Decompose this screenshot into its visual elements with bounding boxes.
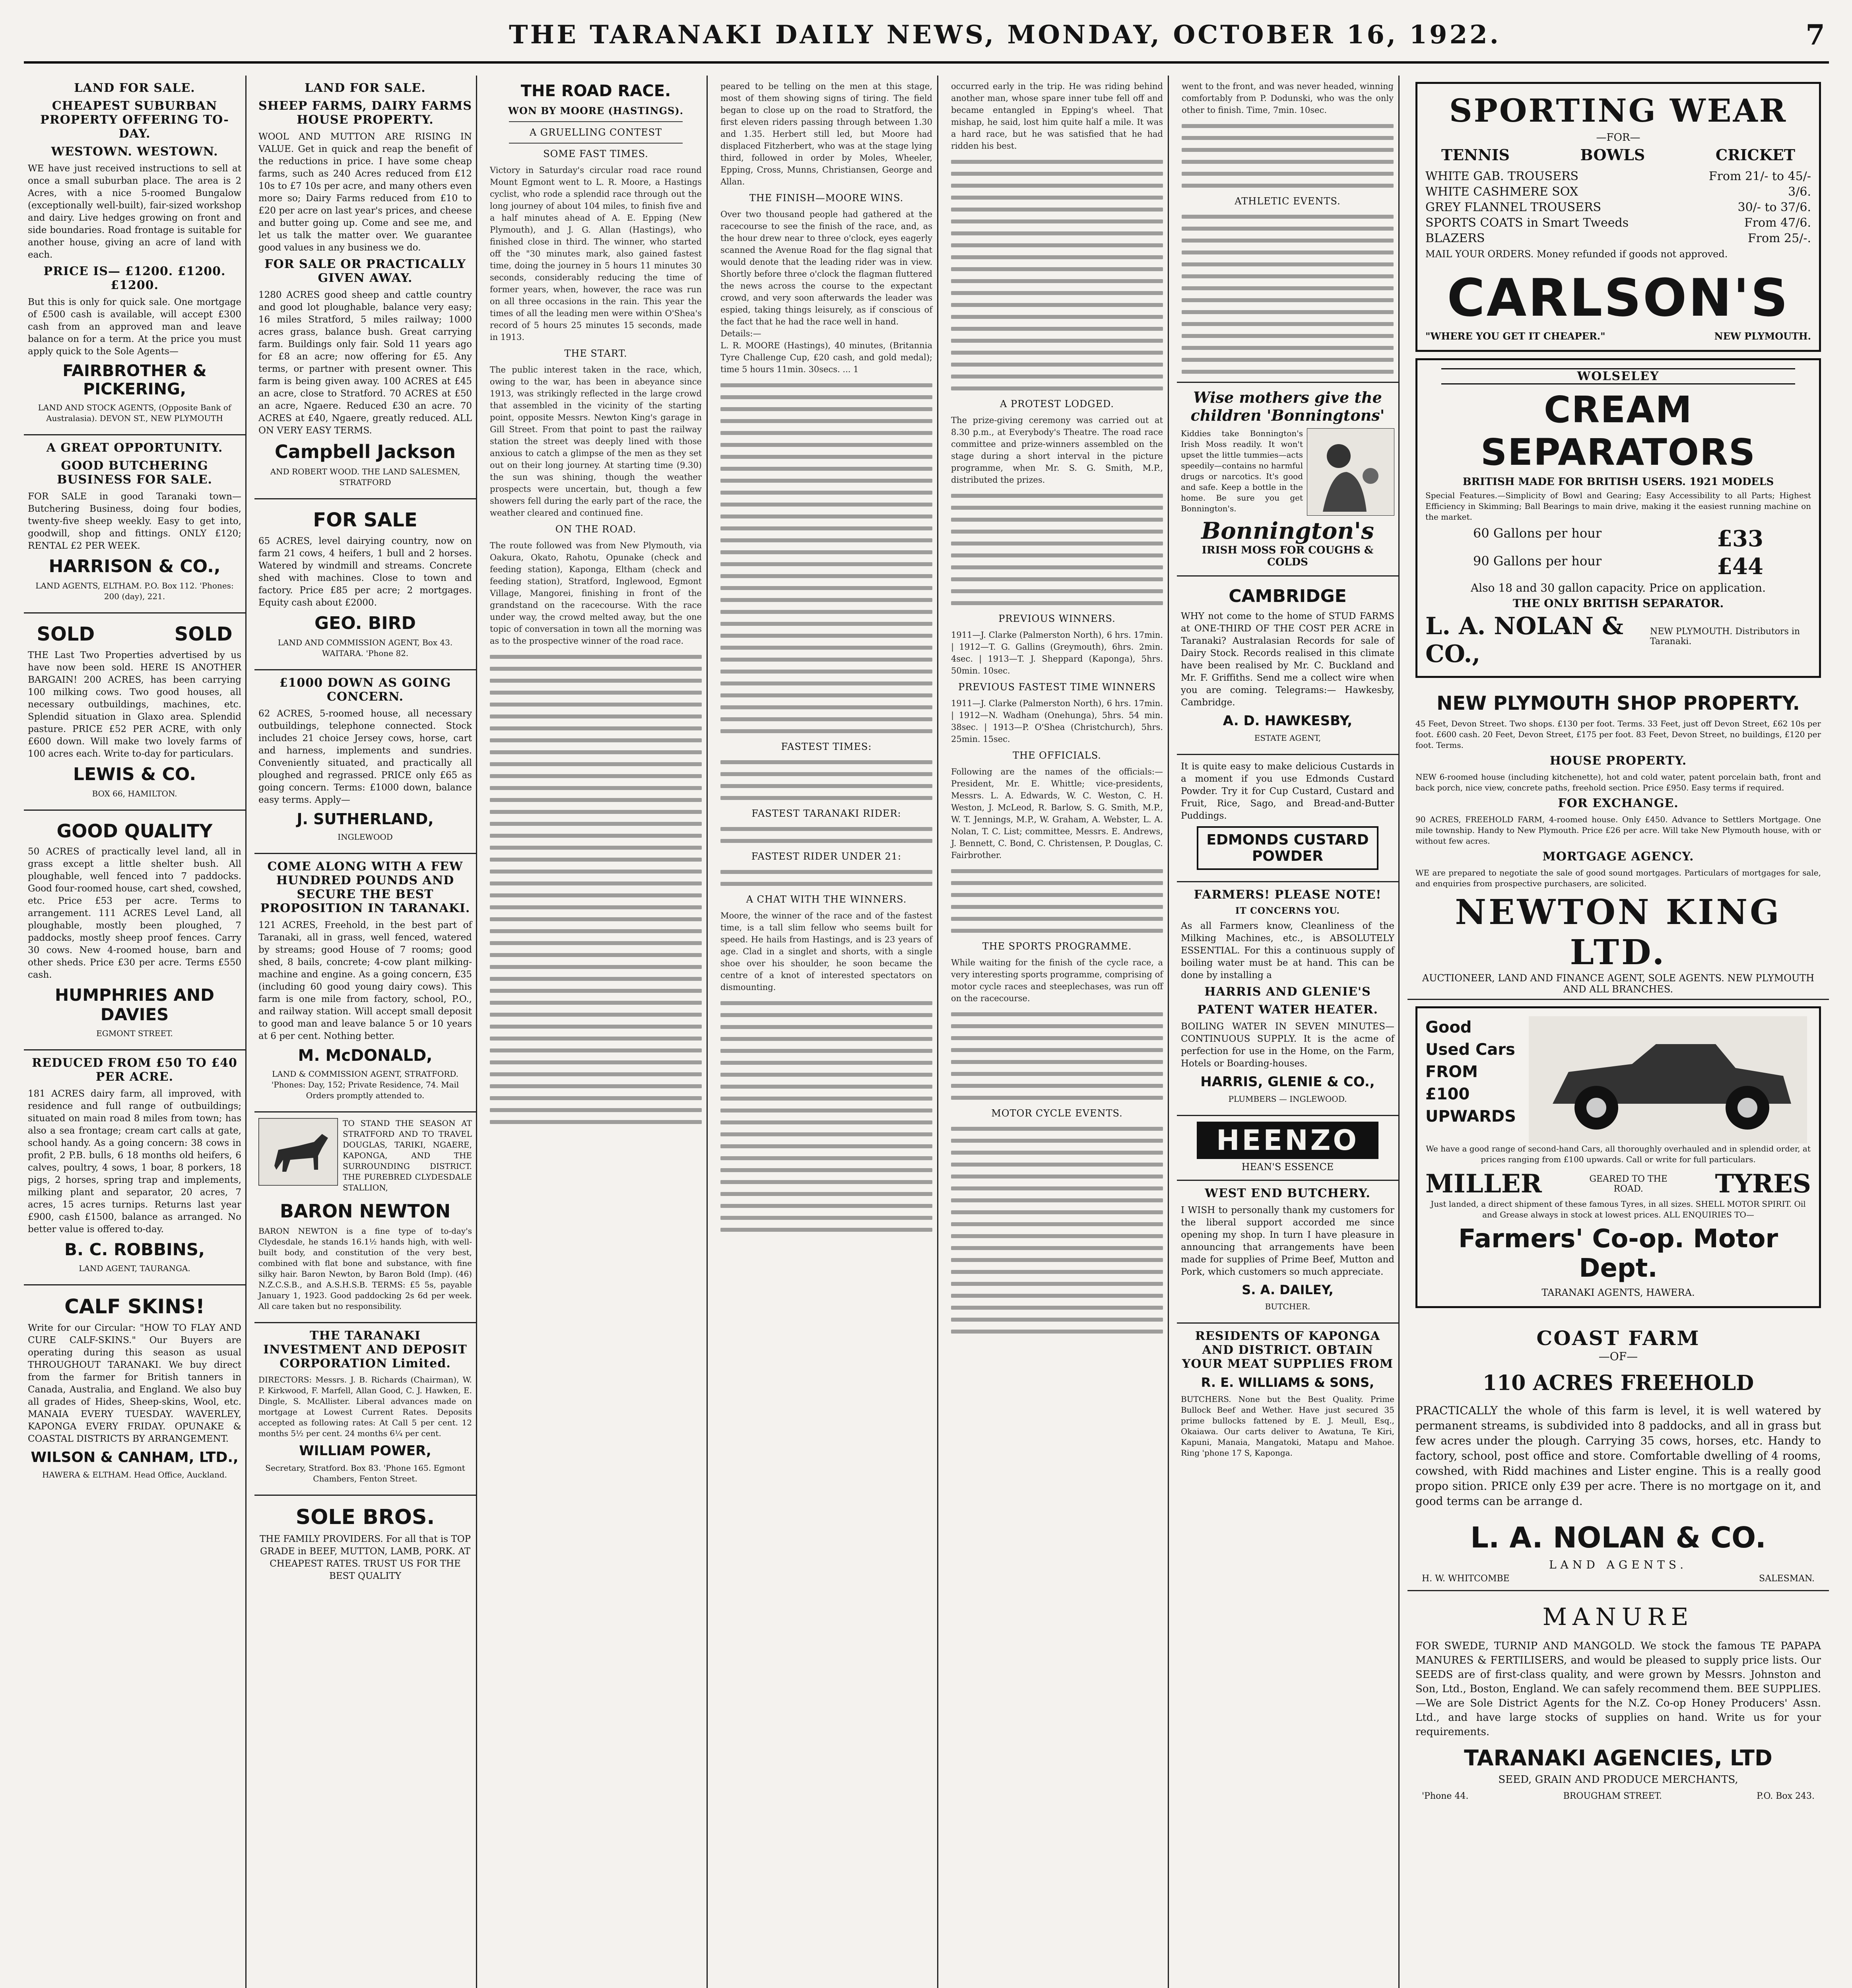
reduced-farm-ad bbox=[24, 1050, 245, 1285]
masthead bbox=[24, 16, 1829, 64]
column-4 bbox=[716, 76, 938, 1988]
article-body: 1911—J. Clarke (Palmerston North), 6 hrs. 17min. | 1912—N. Wadham (Onehunga), 5hrs. 54 min. 38sec. | 1913—P. O'Shea (Christchurch), 5hrs. 25min. 15sec. bbox=[951, 699, 1163, 744]
article-subhead: FASTEST TARANAKI RIDER: bbox=[751, 808, 901, 819]
text-lines bbox=[720, 827, 932, 843]
ad-title: BARON NEWTON bbox=[280, 1200, 451, 1222]
butchering-ad bbox=[24, 435, 245, 613]
brand-name: CARLSON'S bbox=[1447, 268, 1790, 328]
ad-note: Also 18 and 30 gallon capacity. Price on application. bbox=[1471, 581, 1766, 594]
article-subhead: FASTEST RIDER UNDER 21: bbox=[751, 851, 902, 862]
brand-tagline: GEARED TO THE ROAD. bbox=[1589, 1174, 1668, 1194]
sole-bros-ad bbox=[254, 1496, 476, 1593]
agent-address: BOX 66, HAMILTON. bbox=[92, 789, 177, 798]
agent-address: ESTATE AGENT, bbox=[1254, 733, 1321, 743]
sport-category: BOWLS bbox=[1580, 146, 1645, 164]
ad-title: COAST FARM bbox=[1536, 1326, 1700, 1350]
ad-product: PATENT WATER HEATER. bbox=[1197, 1003, 1378, 1017]
ad-body: FOR SALE in good Taranaki town—Butchering Business, doing four bodies, twenty-five sheep weekly. Easy to get into, goodwill, shop and fittings. ONLY £120; RENTAL £2 PER WEEK. bbox=[28, 491, 241, 551]
agent-name: WILSON & CANHAM, LTD., bbox=[31, 1449, 239, 1466]
ad-title: FARMERS! PLEASE NOTE! bbox=[1194, 888, 1382, 902]
west-end-butchery-ad bbox=[1177, 1181, 1398, 1324]
ad-body: I WISH to personally thank my customers for the liberal support accorded me since opening my shop. In turn I have pleasure in announcing that arrangements have been made for supplies of Prime Beef, Mutton and Pork, which customers so much appreciate. bbox=[1181, 1205, 1394, 1277]
price-row: WHITE GAB. TROUSERS From 21/- to 45/- bbox=[1425, 169, 1811, 183]
ad-title: SOLE BROS. bbox=[295, 1505, 435, 1529]
agent-name: J. SUTHERLAND, bbox=[297, 810, 434, 828]
ad-body: NEW 6-roomed house (including kitchenette), hot and cold water, patent porcelain bath, front and back porch, nice view, concrete paths, freehold section. Price £950. Easy terms if required. bbox=[1415, 772, 1821, 792]
ad-title: COME ALONG WITH A FEW HUNDRED POUNDS AND SECURE THE BEST PROPOSITION IN TARANAKI. bbox=[260, 860, 470, 915]
suburban-property-ad bbox=[24, 76, 245, 435]
agent-address: AUCTIONEER, LAND AND FINANCE AGENT, SOLE AGENTS. NEW PLYMOUTH AND ALL BRANCHES. bbox=[1422, 973, 1815, 995]
price-row: 90 Gallons per hour £44 bbox=[1473, 553, 1763, 580]
stallion-ad bbox=[254, 1112, 476, 1323]
ad-body: BUTCHERS. None but the Best Quality. Prime Bullock Beef and Wether. Have just secured 35 prime bullocks fattened by E. J. Meull, Esq., Okaiawa. Our carts deliver to Awatuna, Te Kiri, Kapuni, Manaia, Mangatoki, Matapu and Mahoe. Ring 'phone 17 S, Kaponga. bbox=[1181, 1394, 1394, 1458]
article-body: peared to be telling on the men at this stage, most of them showing signs of tiring. The field began to close up on the road to Stratford, the first eleven riders passing through between 1.30 and 1.35. Herbert still led, but Moore had displaced Fitzherbert, who was at the stage lying third, followed in order by Moles, Wheeler, Epping, Cross, Munns, Christiansen, George and Allan. bbox=[720, 82, 932, 186]
ad-body: WHY not come to the home of STUD FARMS at ONE-THIRD OF THE COST PER ACRE in Taranaki? Australasian Records for sale of Dairy Stock. Records realised in this climate have been realised by Mr. C. Buckland and Mr. F. Griffiths. Send me a collect wire when you are coming. Telegrams:— Hawkesby, Cambridge. bbox=[1181, 611, 1394, 708]
section-head: LAND FOR SALE. bbox=[305, 81, 426, 95]
text-lines bbox=[951, 160, 1163, 390]
agent-name: R. E. WILLIAMS & SONS, bbox=[1201, 1375, 1374, 1390]
ad-subtitle: BRITISH MADE FOR BRITISH USERS. 1921 MODELS bbox=[1462, 476, 1774, 488]
article-subhead: A PROTEST LODGED. bbox=[1000, 398, 1114, 410]
article-subhead: WON BY MOORE (HASTINGS). bbox=[508, 105, 684, 116]
ad-of: —OF— bbox=[1598, 1350, 1638, 1363]
ad-body: FOR SWEDE, TURNIP AND MANGOLD. We stock the famous TE PAPAPA MANURES & FERTILISERS, and would be pleased to supply price lists. Our SEEDS are of first-class quality, and were grown by Messrs. Johnston and Son, Ltd., Boston, England. We can safely recommend them. BEE SUPPLIES.—We are Sole District Agents for the N.Z. Co-op Honey Producers' Assn. Ltd., and have large stocks of supplies on hand. Write us for your requirements. bbox=[1415, 1640, 1821, 1738]
text-lines bbox=[720, 870, 932, 886]
agent-address: NEW PLYMOUTH. Distributors in Taranaki. bbox=[1650, 627, 1800, 646]
article-subhead: FASTEST TIMES: bbox=[781, 741, 872, 752]
ad-title: CAMBRIDGE bbox=[1229, 586, 1347, 606]
ad-body: 181 ACRES dairy farm, all improved, with residence and full range of outbuildings; situated on main road 8 miles from town; has also a sea frontage; cream cart calls at gate, school handy. As a going concern: 38 cows in profit, 2 P.B. bulls, 6 18 months old heifers, 6 calves, poultry, 4 sows, 1 boar, 8 porkers, 18 pigs, 2 horses, spring trap and implements, milking plant and separator, 20 acres, 7 acres, 15 acres turnips. Returns last year £900, cash £1500, balance as arranged. No better value is offered to-day. bbox=[28, 1089, 241, 1235]
agent-name: B. C. ROBBINS, bbox=[64, 1240, 205, 1259]
article-body: occurred early in the trip. He was riding behind another man, whose spare inner tube fell off and became entangled in Epping's wheel. That mishap, he said, lost him quite half a mile. It was a hard race, but he was satisfied that he had ridden his best. bbox=[951, 82, 1163, 151]
article-subhead: THE SPORTS PROGRAMME. bbox=[982, 941, 1132, 952]
ad-title: SPORTING WEAR bbox=[1449, 92, 1788, 129]
water-heater-ad bbox=[1177, 882, 1398, 1116]
ad-body: WOOL AND MUTTON ARE RISING IN VALUE. Get in quick and reap the benefit of the reductions in price. I have some cheap farms, such as 240 Acres reduced from £12 10s to £7 10s per acre, and many others even more so; Dairy Farms reduced from £10 to £20 per acre on last year's prices, and cheese and butter going up. Come and see me, and let us talk the matter over. We guarantee good values in any business we do. bbox=[258, 132, 472, 253]
price-row: 60 Gallons per hour £33 bbox=[1473, 526, 1763, 552]
horse-illustration bbox=[258, 1118, 338, 1186]
article-body: The route followed was from New Plymouth, via Oakura, Okato, Rahotu, Opunake (check and feeding station), Kaponga, Eltham (check and feeding station), Stratford, Inglewood, Egmont Village, Mangorei, finishing in front of the grandstand on the racecourse. With the race under way, the crowd melted away, but the one topic of conversation in town all the morning was as to the prospective winner of the road race. bbox=[490, 541, 702, 646]
article-body: Over two thousand people had gathered at the racecourse to see the finish of the race, and, as the hour drew near to three o'clock, eyes eagerly scanned the Avenue Road for the flag signal that would denote that the leading rider was in view. Shortly before three o'clock the flagman fluttered the news across the course to the expectant crowd, and very soon afterwards the leader was espied, taking things leisurely, as if conscious of the fact that he had the race well in hand. bbox=[720, 210, 932, 326]
text-lines bbox=[720, 383, 932, 733]
agent-address: Secretary, Stratford. Box 83. 'Phone 165. Egmont Chambers, Fenton Street. bbox=[265, 1463, 465, 1483]
article-headline: THE ROAD RACE. bbox=[520, 82, 671, 100]
ad-body: THE FAMILY PROVIDERS. For all that is TOP GRADE in BEEF, MUTTON, LAMB, PORK. AT CHEAPEST RATES. TRUST US FOR THE BEST QUALITY bbox=[259, 1534, 471, 1581]
heenzo-logo: HEENZO bbox=[1197, 1122, 1378, 1159]
ad-place: WESTOWN. WESTOWN. bbox=[51, 145, 218, 159]
mail-orders-note: MAIL YOUR ORDERS. Money refunded if goods not approved. bbox=[1425, 248, 1728, 260]
article-subhead: A GRUELLING CONTEST bbox=[529, 127, 662, 138]
ad-body: 62 ACRES, 5-roomed house, all necessary outbuildings, telephone connected. Stock includes 21 choice Jersey cows, horse, cart and harness, implements and sundries. Conveniently situated, and practically all ploughed and regrassed. PRICE only £65 as going concern. Terms: £1000 down, balance easy terms. Apply— bbox=[258, 709, 472, 805]
ad-body: Kiddies take Bonnington's Irish Moss readily. It won't upset the little tummies—acts speedily—contains no harmful drugs or narcotics. It's good and safe. Keep a bottle in the home. Be sure you get Bonnington's. bbox=[1181, 429, 1303, 513]
calf-skins-ad bbox=[24, 1285, 245, 1491]
ad-for: —FOR— bbox=[1596, 132, 1640, 144]
agent-name: HARRIS, GLENIE & CO., bbox=[1200, 1074, 1375, 1090]
text-lines bbox=[951, 1127, 1163, 1334]
ad-body: BOILING WATER IN SEVEN MINUTES—CONTINUOUS SUPPLY. It is the acme of perfection for use in the Home, on the Farm, Hotels or Boarding-houses. bbox=[1181, 1021, 1394, 1069]
ad-title: FOR EXCHANGE. bbox=[1558, 796, 1679, 810]
investment-ad bbox=[254, 1323, 476, 1496]
ad-body: It is quite easy to make delicious Custards in a moment if you use Edmonds Custard Powder. Try it for Cup Custard, Custard and Fruit, Rice, Sago, and Bread-and-Butter Puddings. bbox=[1181, 761, 1394, 821]
ad-title: Good Used Cars FROM £100 UPWARDS bbox=[1425, 1018, 1516, 1126]
ad-title: SHEEP FARMS, DAIRY FARMS HOUSE PROPERTY. bbox=[258, 99, 472, 127]
ad-title: CALF SKINS! bbox=[64, 1295, 205, 1318]
ad-title: GOOD QUALITY bbox=[56, 820, 213, 842]
product-name: TYRES bbox=[1715, 1169, 1811, 1199]
ad-body: DIRECTORS: Messrs. J. B. Richards (Chairman), W. P. Kirkwood, F. Marfell, Allan Good, C. J. Hawken, E. Dingle, S. McAllister. Liberal advances made on mortgage at Lowest Current Rates. Deposits accepted as following rates: At Call 5 per cent. 12 months 5½ per cent. 24 months 6¼ per cent. bbox=[258, 1375, 472, 1438]
salesman-line: H. W. WHITCOMBE SALESMAN. bbox=[1422, 1574, 1815, 1584]
article-body: 1911—J. Clarke (Palmerston North), 6 hrs. 17min. | 1912—T. G. Gallins (Greymouth), 6hrs. 2min. 4sec. | 1913—T. J. Sheppard (Kaponga), 5hrs. 50min. 10sec. bbox=[951, 630, 1163, 676]
agent-name: HUMPHRIES AND DAVIES bbox=[54, 985, 215, 1024]
price-row: BLAZERS From 25/-. bbox=[1425, 231, 1811, 245]
ad-slogan: Wise mothers give the children 'Bonningtons' bbox=[1190, 388, 1385, 424]
ad-body: WE are prepared to negotiate the sale of good sound mortgages. Particulars of mortgages for sale, and enquiries from prospective purchasers, are solicited. bbox=[1415, 868, 1821, 888]
agent-name: LEWIS & CO. bbox=[73, 764, 196, 784]
agent-address: LAND AGENTS. bbox=[1549, 1558, 1687, 1571]
article-body: While waiting for the finish of the cycle race, a very interesting sports programme, comprising of motor cycle races and steeplechases, was run off on the racecourse. bbox=[951, 958, 1163, 1003]
agent-name: A. D. HAWKESBY, bbox=[1223, 713, 1353, 729]
ad-title: CREAM SEPARATORS bbox=[1480, 388, 1756, 474]
ad-title: RESIDENTS OF KAPONGA AND DISTRICT. OBTAIN YOUR MEAT SUPPLIES FROM bbox=[1182, 1329, 1394, 1371]
agent-address: INGLEWOOD bbox=[338, 832, 393, 842]
stallion-text: TO STAND THE SEASON AT STRATFORD AND TO TRAVEL DOUGLAS, TARIKI, NGAERE, KAPONGA, AND THE SURROUNDING DISTRICT. THE PUREBRED CLYDESDALE STALLION, bbox=[343, 1118, 472, 1192]
sport-category: CRICKET bbox=[1715, 146, 1795, 164]
column-5 bbox=[946, 76, 1169, 1988]
agent-name: Campbell Jackson bbox=[274, 441, 456, 462]
used-cars-ad bbox=[1415, 1006, 1821, 1308]
ad-title: WEST END BUTCHERY. bbox=[1205, 1186, 1371, 1200]
ad-body: 121 ACRES, Freehold, in the best part of Taranaki, all in grass, well fenced, watered by streams; good House of 7 rooms; good shed, 8 bails, concrete; 4-cow plant milking-machine and engine. As a going concern, £35 (including 60 good young dairy cows). This farm is one mile from factory, school, P.O., and railway station. Will accept small deposit to good man and leave balance 5 or 10 years at 6 per cent. Nothing better. bbox=[258, 920, 472, 1041]
ad-price: PRICE IS— £1200. £1200. £1200. bbox=[43, 264, 226, 292]
text-lines bbox=[951, 869, 1163, 933]
ad-title: Bonnington's bbox=[1201, 517, 1374, 544]
agent-name: NEWTON KING LTD. bbox=[1455, 892, 1782, 973]
text-lines bbox=[951, 1012, 1163, 1100]
edmonds-ad bbox=[1177, 755, 1398, 882]
agent-name: GEO. BIRD bbox=[314, 613, 416, 633]
article-subhead: A CHAT WITH THE WINNERS. bbox=[746, 894, 907, 905]
price-row: GREY FLANNEL TROUSERS 30/- to 37/6. bbox=[1425, 200, 1811, 214]
article-subhead: THE FINISH—MOORE WINS. bbox=[749, 192, 904, 204]
going-concern-ad bbox=[254, 670, 476, 854]
contact-line: 'Phone 44. BROUGHAM STREET. P.O. Box 243. bbox=[1422, 1791, 1815, 1801]
sport-categories bbox=[1425, 146, 1811, 164]
ad-body: 50 ACRES of practically level land, all in grass except a little shelter bush. All ploughable, well fenced into 7 paddocks. Good four-roomed house, cart shed, cowshed, etc. Price £53 per acre. Terms to arrangement. 111 ACRES Level Land, all ploughable, mostly been ploughed, 7 paddocks, mostly sheep proof fences. Carry 30 cows. New 4-roomed house, barn and other sheds. Price £30 per acre. Terms £550 cash. bbox=[28, 846, 241, 980]
article-subhead: ON THE ROAD. bbox=[555, 524, 637, 535]
ad-body: We have a good range of second-hand Cars, all thoroughly overhauled and in splendid order, at prices ranging from £100 upwards. Call or write for full particulars. bbox=[1426, 1144, 1811, 1164]
text-lines bbox=[951, 494, 1163, 605]
newspaper-title: THE TARANAKI DAILY NEWS, MONDAY, OCTOBER 16, 1922. bbox=[509, 20, 1501, 50]
car-illustration bbox=[1529, 1016, 1807, 1143]
agent-name: L. A. NOLAN & CO., bbox=[1425, 612, 1624, 668]
ad-body: Write for our Circular: "HOW TO FLAY AND CURE CALF-SKINS." Our Buyers are operating during this season as usual THROUGHOUT TARANAKI. We buy direct from the farmer for British tanners in Canada, Australia, and England. We also buy all grades of Hides, Sheep-skins, Wool, etc. MANAIA EVERY TUESDAY. WAVERLEY, KAPONGA EVERY FRIDAY. OPUNAKE & COASTAL DISTRICTS BY ARRANGEMENT. bbox=[28, 1323, 241, 1444]
article-body: The prize-giving ceremony was carried out at 8.30 p.m., at Everybody's Theatre. The road race committee and prize-winners assembled on the stage during a short interval in the picture programme, when Mr. S. G. Smith, M.P., distributed the prizes. bbox=[951, 415, 1163, 485]
column-7 bbox=[1407, 76, 1829, 1988]
ad-body: THE Last Two Properties advertised by us have now been sold. HERE IS ANOTHER BARGAIN! 200 ACRES, has been carrying 100 milking cows. Two good houses, all necessary outbuildings, machines, etc. Splendid situation in Glaxo area. Splendid pasture. PRICE £52 PER ACRE, with only £600 down. Will make two lovely farms of 100 acres each. Write to-day for particulars. bbox=[28, 650, 241, 759]
ad-note: THE ONLY BRITISH SEPARATOR. bbox=[1512, 597, 1724, 610]
best-proposition-ad bbox=[254, 854, 476, 1112]
ad-subtitle: IRISH MOSS FOR COUGHS & COLDS bbox=[1202, 544, 1374, 568]
column-2 bbox=[254, 76, 477, 1988]
ad-title: CHEAPEST SUBURBAN PROPERTY OFFERING TO-DAY. bbox=[40, 99, 229, 141]
manure-ad bbox=[1407, 1591, 1829, 1807]
ad-subtitle: IT CONCERNS YOU. bbox=[1235, 906, 1340, 916]
good-quality-ad bbox=[24, 811, 245, 1050]
ad-body: Just landed, a direct shipment of these famous Tyres, in all sizes. SHELL MOTOR SPIRIT. Oil and Grease always in stock at lowest prices. ALL ENQUIRIES TO— bbox=[1431, 1199, 1806, 1219]
ad-body: BARON NEWTON is a fine type of to-day's Clydesdale, he stands 16.1½ hands high, with well-built body, and constitution of the very best, combined with flat bone and substance, with fine silky hair. Baron Newton, by Baron Bold (Imp). (46) N.Z.C.S.B., and A.S.H.S.B. TERMS: £5 5s, payable January 1, 1923. Good paddocking 2s 6d per week. All care taken but no responsibility. bbox=[258, 1226, 472, 1311]
brand-tagline: "WHERE YOU GET IT CHEAPER." NEW PLYMOUTH. bbox=[1425, 330, 1811, 342]
agent-name: FAIRBROTHER & PICKERING, bbox=[62, 362, 207, 398]
ad-title: FOR SALE OR PRACTICALLY GIVEN AWAY. bbox=[264, 257, 466, 285]
column-6 bbox=[1177, 76, 1400, 1988]
agent-name: S. A. DAILEY, bbox=[1242, 1282, 1334, 1297]
bonningtons-ad bbox=[1177, 382, 1398, 577]
column-1 bbox=[24, 76, 247, 1988]
ad-body: 90 ACRES, FREEHOLD FARM, 4-roomed house. Only £450. Advance to Settlers Mortgage. One mile township. Handy to New Plymouth. Price £26 per acre. Will take New Plymouth house, with or without few acres. bbox=[1415, 815, 1821, 846]
article-body: Details:— bbox=[720, 329, 761, 338]
agent-address: LAND & COMMISSION AGENT, STRATFORD. 'Phones: Day, 152; Private Residence, 74. Mail Orders promptly attended to. bbox=[271, 1069, 459, 1100]
ad-title: REDUCED FROM £50 TO £40 PER ACRE. bbox=[32, 1056, 237, 1084]
ad-title: MORTGAGE AGENCY. bbox=[1542, 850, 1694, 864]
agent-address: LAND AGENT, TAURANGA. bbox=[79, 1264, 190, 1273]
article-subhead: PREVIOUS FASTEST TIME WINNERS bbox=[958, 681, 1156, 693]
ad-title: SOLD SOLD bbox=[37, 623, 233, 645]
agent-name: HARRISON & CO., bbox=[49, 556, 221, 577]
agent-name: WILLIAM POWER, bbox=[299, 1443, 431, 1459]
agent-address: LAND AGENTS, ELTHAM. P.O. Box 112. 'Phones: 200 (day), 221. bbox=[35, 581, 234, 601]
article-body: Victory in Saturday's circular road race round Mount Egmont went to L. R. Moore, a Hastings cyclist, who rode a splendid race through out the long journey of about 104 miles, to finish five and a half minutes ahead of A. E. Epping (New Plymouth), and J. G. Allan (Hastings), who finished close in third. The winner, who started off the "30 minutes mark, also gained fastest time, doing the journey in 5 hours 11 minutes 30 seconds, considerably reducing the time of former years, when, however, the race was run on all three occasions in the rain. This year the times of all the leading men were within O'Shea's record of 5 hours 25 minutes 15 seconds, made in 1913. bbox=[490, 165, 702, 342]
agent-name: L. A. NOLAN & CO. bbox=[1470, 1521, 1766, 1554]
page-number: 7 bbox=[1805, 18, 1825, 51]
agent-address: EGMONT STREET. bbox=[96, 1029, 173, 1038]
text-lines bbox=[1182, 215, 1394, 374]
for-sale-ad bbox=[254, 499, 476, 670]
sheep-farms-ad bbox=[254, 76, 476, 499]
agent-address: LAND AND COMMISSION AGENT, Box 43. WAITARA. 'Phone 82. bbox=[278, 638, 453, 658]
agent-address: AND ROBERT WOOD. THE LAND SALESMEN, STRATFORD bbox=[270, 467, 460, 487]
article-body: Following are the names of the officials:—President, Mr. E. Whittle; vice-presidents, Messrs. L. A. Edwards, W. C. Weston, C. H. Weston, J. McLeod, R. Barlow, S. G. Smith, M.P., W. T. Jennings, M.P., W. Graham, A. Webster, L. A. Nolan, T. C. List; committee, Messrs. E. Andrews, J. Bennett, C. Bond, C. Christensen, P. Douglas, C. Fairbrother. bbox=[951, 767, 1163, 860]
agent-address: LAND AND STOCK AGENTS, (Opposite Bank of Australasia). DEVON ST., NEW PLYMOUTH bbox=[38, 403, 231, 423]
agent-address: SEED, GRAIN AND PRODUCE MERCHANTS, bbox=[1498, 1774, 1738, 1786]
cream-separator-ad bbox=[1415, 358, 1821, 678]
article-subhead: MOTOR CYCLE EVENTS. bbox=[991, 1108, 1123, 1119]
agent-address: TARANAKI AGENTS, HAWERA. bbox=[1541, 1287, 1695, 1298]
ad-subtitle: HEAN'S ESSENCE bbox=[1241, 1161, 1334, 1173]
ad-title: HOUSE PROPERTY. bbox=[1549, 754, 1687, 768]
sport-category: TENNIS bbox=[1441, 146, 1510, 164]
ad-body: 65 ACRES, level dairying country, now on farm 21 cows, 4 heifers, 1 bull and 2 horses. Watered by windmill and streams. Concrete shed with machines. Close to town and factory. Price £85 per acre; 2 mortgages. Equity cash about £2000. bbox=[258, 536, 472, 608]
williams-butchers-ad bbox=[1177, 1324, 1398, 1469]
agent-name: Farmers' Co-op. Motor Dept. bbox=[1458, 1224, 1778, 1283]
sold-ad bbox=[24, 613, 245, 811]
ad-body: WE have just received instructions to sell at once a small suburban place. The area is 2 Acres, with a nice 5-roomed Bungalow (exceptionally well-built), fair-sized workshop and dairy. Live hedges growing on front and side boundaries. Road frontage is suitable for another house, giving an acre of land with each. bbox=[28, 163, 241, 260]
newton-king-ad bbox=[1407, 684, 1829, 1000]
price-row: SPORTS COATS in Smart Tweeds From 47/6. bbox=[1425, 216, 1811, 230]
heenzo-ad bbox=[1177, 1116, 1398, 1181]
ad-body: As all Farmers know, Cleanliness of the Milking Machines, etc., is ABSOLUTELY ESSENTIAL. For this a continuous supply of boiling water must be at hand. This can be done by installing a bbox=[1181, 921, 1394, 980]
sporting-wear-ad bbox=[1415, 82, 1821, 352]
agent-address: HAWERA & ELTHAM. Head Office, Auckland. bbox=[42, 1470, 227, 1479]
agent-name: TARANAKI AGENCIES, LTD bbox=[1464, 1745, 1772, 1771]
ad-title: MANURE bbox=[1542, 1603, 1694, 1631]
brand-name: MILLER bbox=[1425, 1169, 1542, 1199]
ad-body: But this is only for quick sale. One mortgage of £500 cash is available, will accept £300 cash from an approved man and leave balance on for a term. At the price you must apply quick to the Sole Agents— bbox=[28, 297, 241, 357]
article-subhead: SOME FAST TIMES. bbox=[543, 148, 648, 159]
ad-title: GOOD BUTCHERING BUSINESS FOR SALE. bbox=[57, 459, 212, 487]
article-subhead: PREVIOUS WINNERS. bbox=[998, 613, 1116, 624]
mother-child-illustration bbox=[1307, 428, 1394, 516]
text-lines bbox=[720, 1001, 932, 1232]
edmonds-logo: EDMONDS CUSTARD POWDER bbox=[1197, 826, 1378, 870]
price-row: WHITE CASHMERE SOX 3/6. bbox=[1425, 185, 1811, 199]
article-subhead: THE START. bbox=[564, 348, 627, 359]
cambridge-ad bbox=[1177, 577, 1398, 755]
text-lines bbox=[720, 760, 932, 800]
article-subhead: THE OFFICIALS. bbox=[1013, 750, 1101, 761]
ad-title: FOR SALE bbox=[313, 509, 417, 531]
article-body: went to the front, and was never headed, winning comfortably from P. Dodunski, who was the only other to finish. Time, 7min. 10sec. bbox=[1182, 82, 1394, 115]
article-body: The public interest taken in the race, which, owing to the war, has been in abeyance since 1913, was strikingly reflected in the large crowd that assembled in the vicinity of the starting point, opposite Messrs. Newton King's garage in Gill Street. From that point to past the railway station the street was deeply lined with those anxious to catch a glimpse of the men as they set out on their long journey. At starting time (9.30) the sun was shining, though the weather prospects were uncertain, but, though a few showers fell during the early part of the race, the weather cleared and continued fine. bbox=[490, 365, 702, 518]
ad-body: PRACTICALLY the whole of this farm is level, it is well watered by permanent streams, is subdivided into 8 paddocks, and all in grass but few acres under the plough. Carrying 35 cows, horses, etc. Handy to factory, school, post office and store. Comfortable dwelling of 4 rooms, cowshed, with Ridd machines and Lister engine. This is a really good propo sition. PRICE only £39 per acre. There is no mortgage on it, and good terms can be arrange d. bbox=[1415, 1404, 1821, 1508]
ad-company: HARRIS AND GLENIE'S bbox=[1204, 985, 1371, 999]
ad-body: 1280 ACRES good sheep and cattle country and good lot ploughable, balance very easy; 16 miles Stratford, 5 miles railway; 1000 acres grass, balance bush. Great carrying farm. Buildings only fair. Sold 11 years ago for £8 an acre; now offering for £5. Any terms, or partner with present owner. This farm is being given away. 100 ACRES at £45 an acre, close to Stratford. 70 ACRES at £50 an acre, Ngaere. Reduced £30 an acre. 70 ACRES at £40, Ngaere, greatly reduced. ALL ON VERY EASY TERMS. bbox=[258, 290, 472, 436]
ad-body: Special Features.—Simplicity of Bowl and Gearing; Easy Accessibility to all Parts; Highest Efficiency in Skimming; Ball Bearings to main drive, making it the easiest running machine on the market. bbox=[1425, 491, 1811, 522]
ad-subtitle: 110 ACRES FREEHOLD bbox=[1482, 1371, 1754, 1395]
agent-address: BUTCHER. bbox=[1265, 1302, 1310, 1311]
agent-name: M. McDONALD, bbox=[298, 1046, 433, 1065]
article-body: Moore, the winner of the race and of the fastest time, is a tall slim fellow who seems built for speed. He hails from Hastings, and is 23 years of age. Clad in a singlet and shorts, with a single shoe over his shoulder, he soon became the centre of a knot of interested spectators on dismounting. bbox=[720, 911, 932, 992]
text-lines bbox=[1182, 124, 1394, 188]
brand-name: WOLSELEY bbox=[1441, 368, 1795, 384]
text-lines bbox=[490, 655, 702, 1124]
agent-address: PLUMBERS — INGLEWOOD. bbox=[1228, 1094, 1347, 1104]
article-subhead: ATHLETIC EVENTS. bbox=[1235, 196, 1341, 207]
ad-title: THE TARANAKI INVESTMENT AND DEPOSIT CORPORATION Limited. bbox=[263, 1329, 467, 1371]
column-3 bbox=[485, 76, 708, 1988]
ad-title: NEW PLYMOUTH SHOP PROPERTY. bbox=[1437, 692, 1800, 714]
result-line: L. R. MOORE (Hastings), 40 minutes, (Britannia Tyre Challenge Cup, £20 cash, and gold medal); time 5 hours 11min. 30secs. ... 1 bbox=[720, 341, 932, 374]
section-head: LAND FOR SALE. bbox=[74, 81, 195, 95]
ad-subhead: A GREAT OPPORTUNITY. bbox=[46, 441, 223, 455]
coast-farm-ad bbox=[1407, 1314, 1829, 1591]
ad-body: 45 Feet, Devon Street. Two shops. £130 per foot. Terms. 33 Feet, just off Devon Street, £62 10s per foot. £600 cash. 20 Feet, Devon Street, £175 per foot. 83 Feet, Devon Street, no buildings, £120 per foot. Terms. bbox=[1415, 719, 1821, 750]
ad-title: £1000 DOWN AS GOING CONCERN. bbox=[279, 676, 451, 704]
